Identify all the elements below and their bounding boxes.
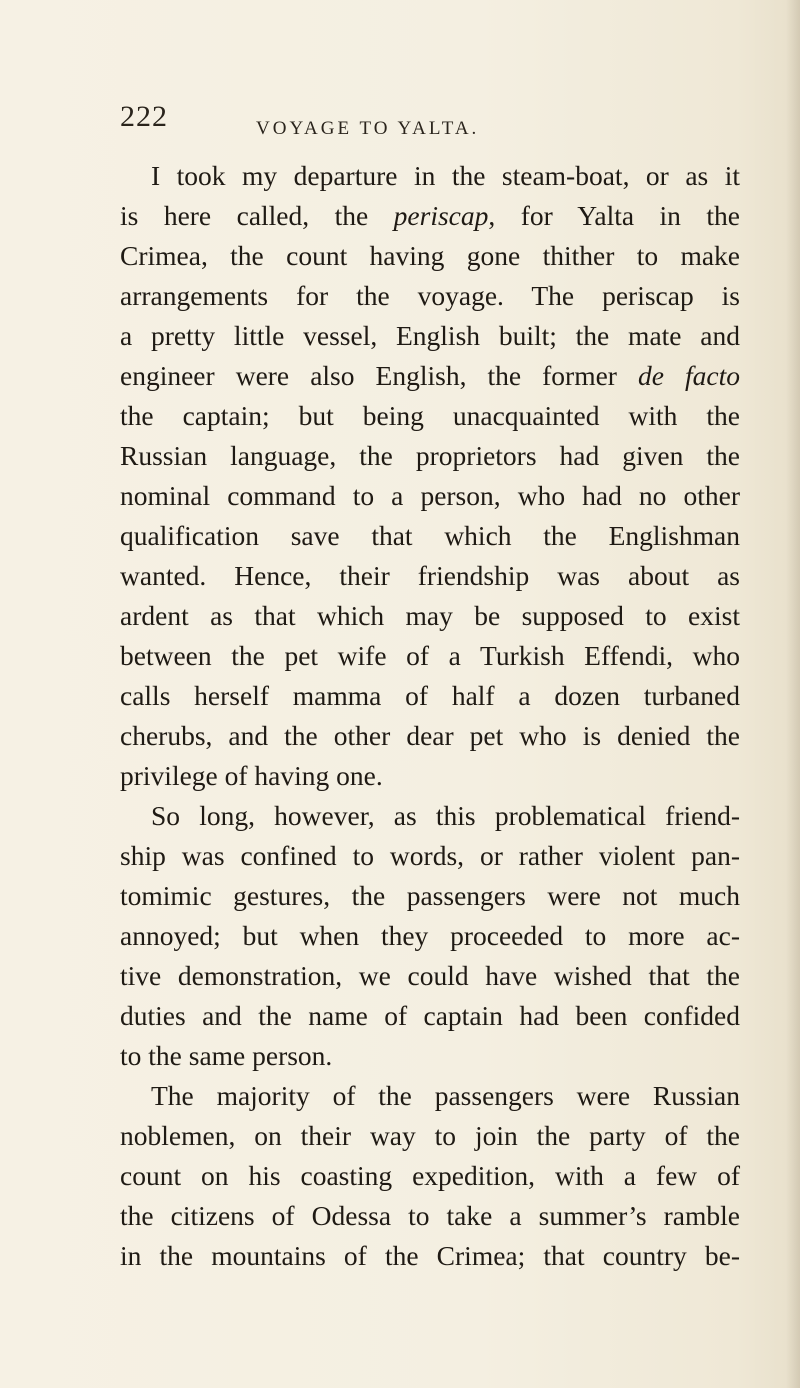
text-line: engineer were also English, the former de facto <box>120 360 740 391</box>
text-line: wanted. Hence, their friendship was about as <box>120 560 740 591</box>
page-number: 222 <box>120 100 168 133</box>
text-line: Crimea, the count having gone thither to make <box>120 240 740 271</box>
text-line: privilege of having one. <box>120 760 383 791</box>
text-line: noblemen, on their way to join the party of the <box>120 1120 740 1151</box>
text-line: duties and the name of captain had been confided <box>120 1000 740 1031</box>
text-line: nominal command to a person, who had no other <box>120 480 740 511</box>
text-line: calls herself mamma of half a dozen turbaned <box>120 680 740 711</box>
text-line: Russian language, the proprietors had given the <box>120 440 740 471</box>
text-line: So long, however, as this problematical friend- <box>151 800 740 831</box>
text-line: count on his coasting expedition, with a few of <box>120 1160 740 1191</box>
text-line: to the same person. <box>120 1040 333 1071</box>
text-line: a pretty little vessel, English built; the mate and <box>120 320 740 351</box>
text-line: between the pet wife of a Turkish Effendi, who <box>120 640 740 671</box>
page-edge-shadow <box>786 0 800 1388</box>
text-line: qualification save that which the Englishman <box>120 520 740 551</box>
text-line: the citizens of Odessa to take a summer’s ramble <box>120 1200 740 1231</box>
text-line: in the mountains of the Crimea; that country be- <box>120 1240 740 1271</box>
text-line: tomimic gestures, the passengers were not much <box>120 880 740 911</box>
text-line: The majority of the passengers were Russian <box>151 1080 740 1111</box>
text-line: I took my departure in the steam-boat, or as it <box>151 160 740 191</box>
text-line: ardent as that which may be supposed to exist <box>120 600 740 631</box>
text-line: arrangements for the voyage. The periscap is <box>120 280 740 311</box>
text-line: cherubs, and the other dear pet who is denied the <box>120 720 740 751</box>
text-line: tive demonstration, we could have wished that the <box>120 960 740 991</box>
text-line: ship was confined to words, or rather violent pan- <box>120 840 740 871</box>
text-line: is here called, the periscap, for Yalta in the <box>120 200 740 231</box>
text-line: the captain; but being unacquainted with the <box>120 400 740 431</box>
body-text <box>120 156 740 1276</box>
italic-term: periscap <box>393 200 489 231</box>
italic-term: de facto <box>638 360 740 391</box>
running-head: VOYAGE TO YALTA. <box>256 118 480 139</box>
text-line: annoyed; but when they proceeded to more ac- <box>120 920 740 951</box>
